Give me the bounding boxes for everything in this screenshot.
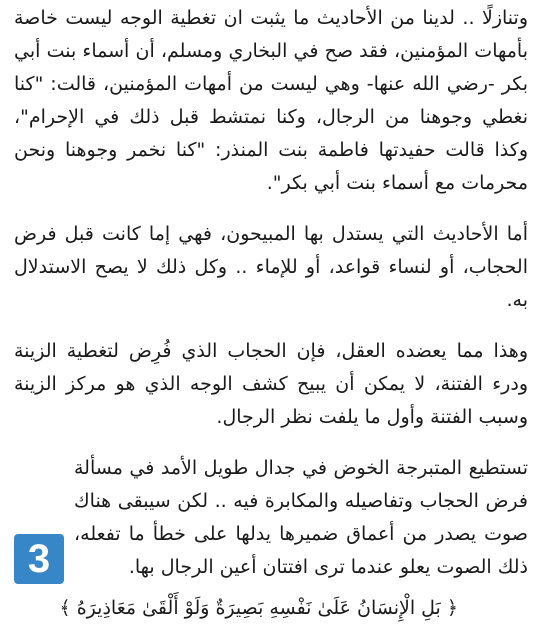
page-number-badge: 3 <box>14 534 64 584</box>
paragraph-hadith-evidence: وتنازلًا .. لدينا من الأحاديث ما يثبت ان تغطية الوجه ليست خاصة بأمهات المؤمنين، فقد صح في البخاري ومسلم، أن أسماء بنت أبي بكر -رضي الله عنها- وهي ليست من أمهات المؤمنين، قالت: "كنا نغطي وجوهنا من الرجال، وكنا نمتشط قبل ذلك في الإحرام"، وكذا قالت حفيدتها فاطمة بنت المنذر: "كنا نخمر وجوهنا ونحن محرمات مع أسماء بنت أبي بكر". <box>14 7 528 194</box>
paragraph-conscience: تستطيع المتبرجة الخوض في جدال طويل الأمد في مسألة فرض الحجاب وتفاصيله والمكابرة فيه .. لكن سيبقى هناك صوت يصدر من أعماق ضميرها يدلها على خطأ ما تفعله، ذلك الصوت يعلو عندما ترى افتتان أعين الرجال بها. <box>74 457 528 578</box>
quran-verse-quote: ﴿ بَلِ الْإِنسَانُ عَلَىٰ نَفْسِهِ بَصِيرَةٌ وَلَوْ أَلْقَىٰ مَعَاذِيرَهُ ﴾ <box>59 597 458 619</box>
paragraph-reason-support: وهذا مما يعضده العقل، فإن الحجاب الذي فُرِض لتغطية الزينة ودرء الفتنة، لا يمكن أن يبيح كشف الوجه الذي هو مركز الزينة وسبب الفتنة وأول ما يلفت نظر الرجال. <box>14 340 528 428</box>
paragraph-permitting-hadiths: أما الأحاديث التي يستدل بها المبيحون، فهي إما كانت قبل فرض الحجاب، أو لنساء قواعد، أو للإماء .. وكل ذلك لا يصح الاستدلال به. <box>14 223 528 311</box>
